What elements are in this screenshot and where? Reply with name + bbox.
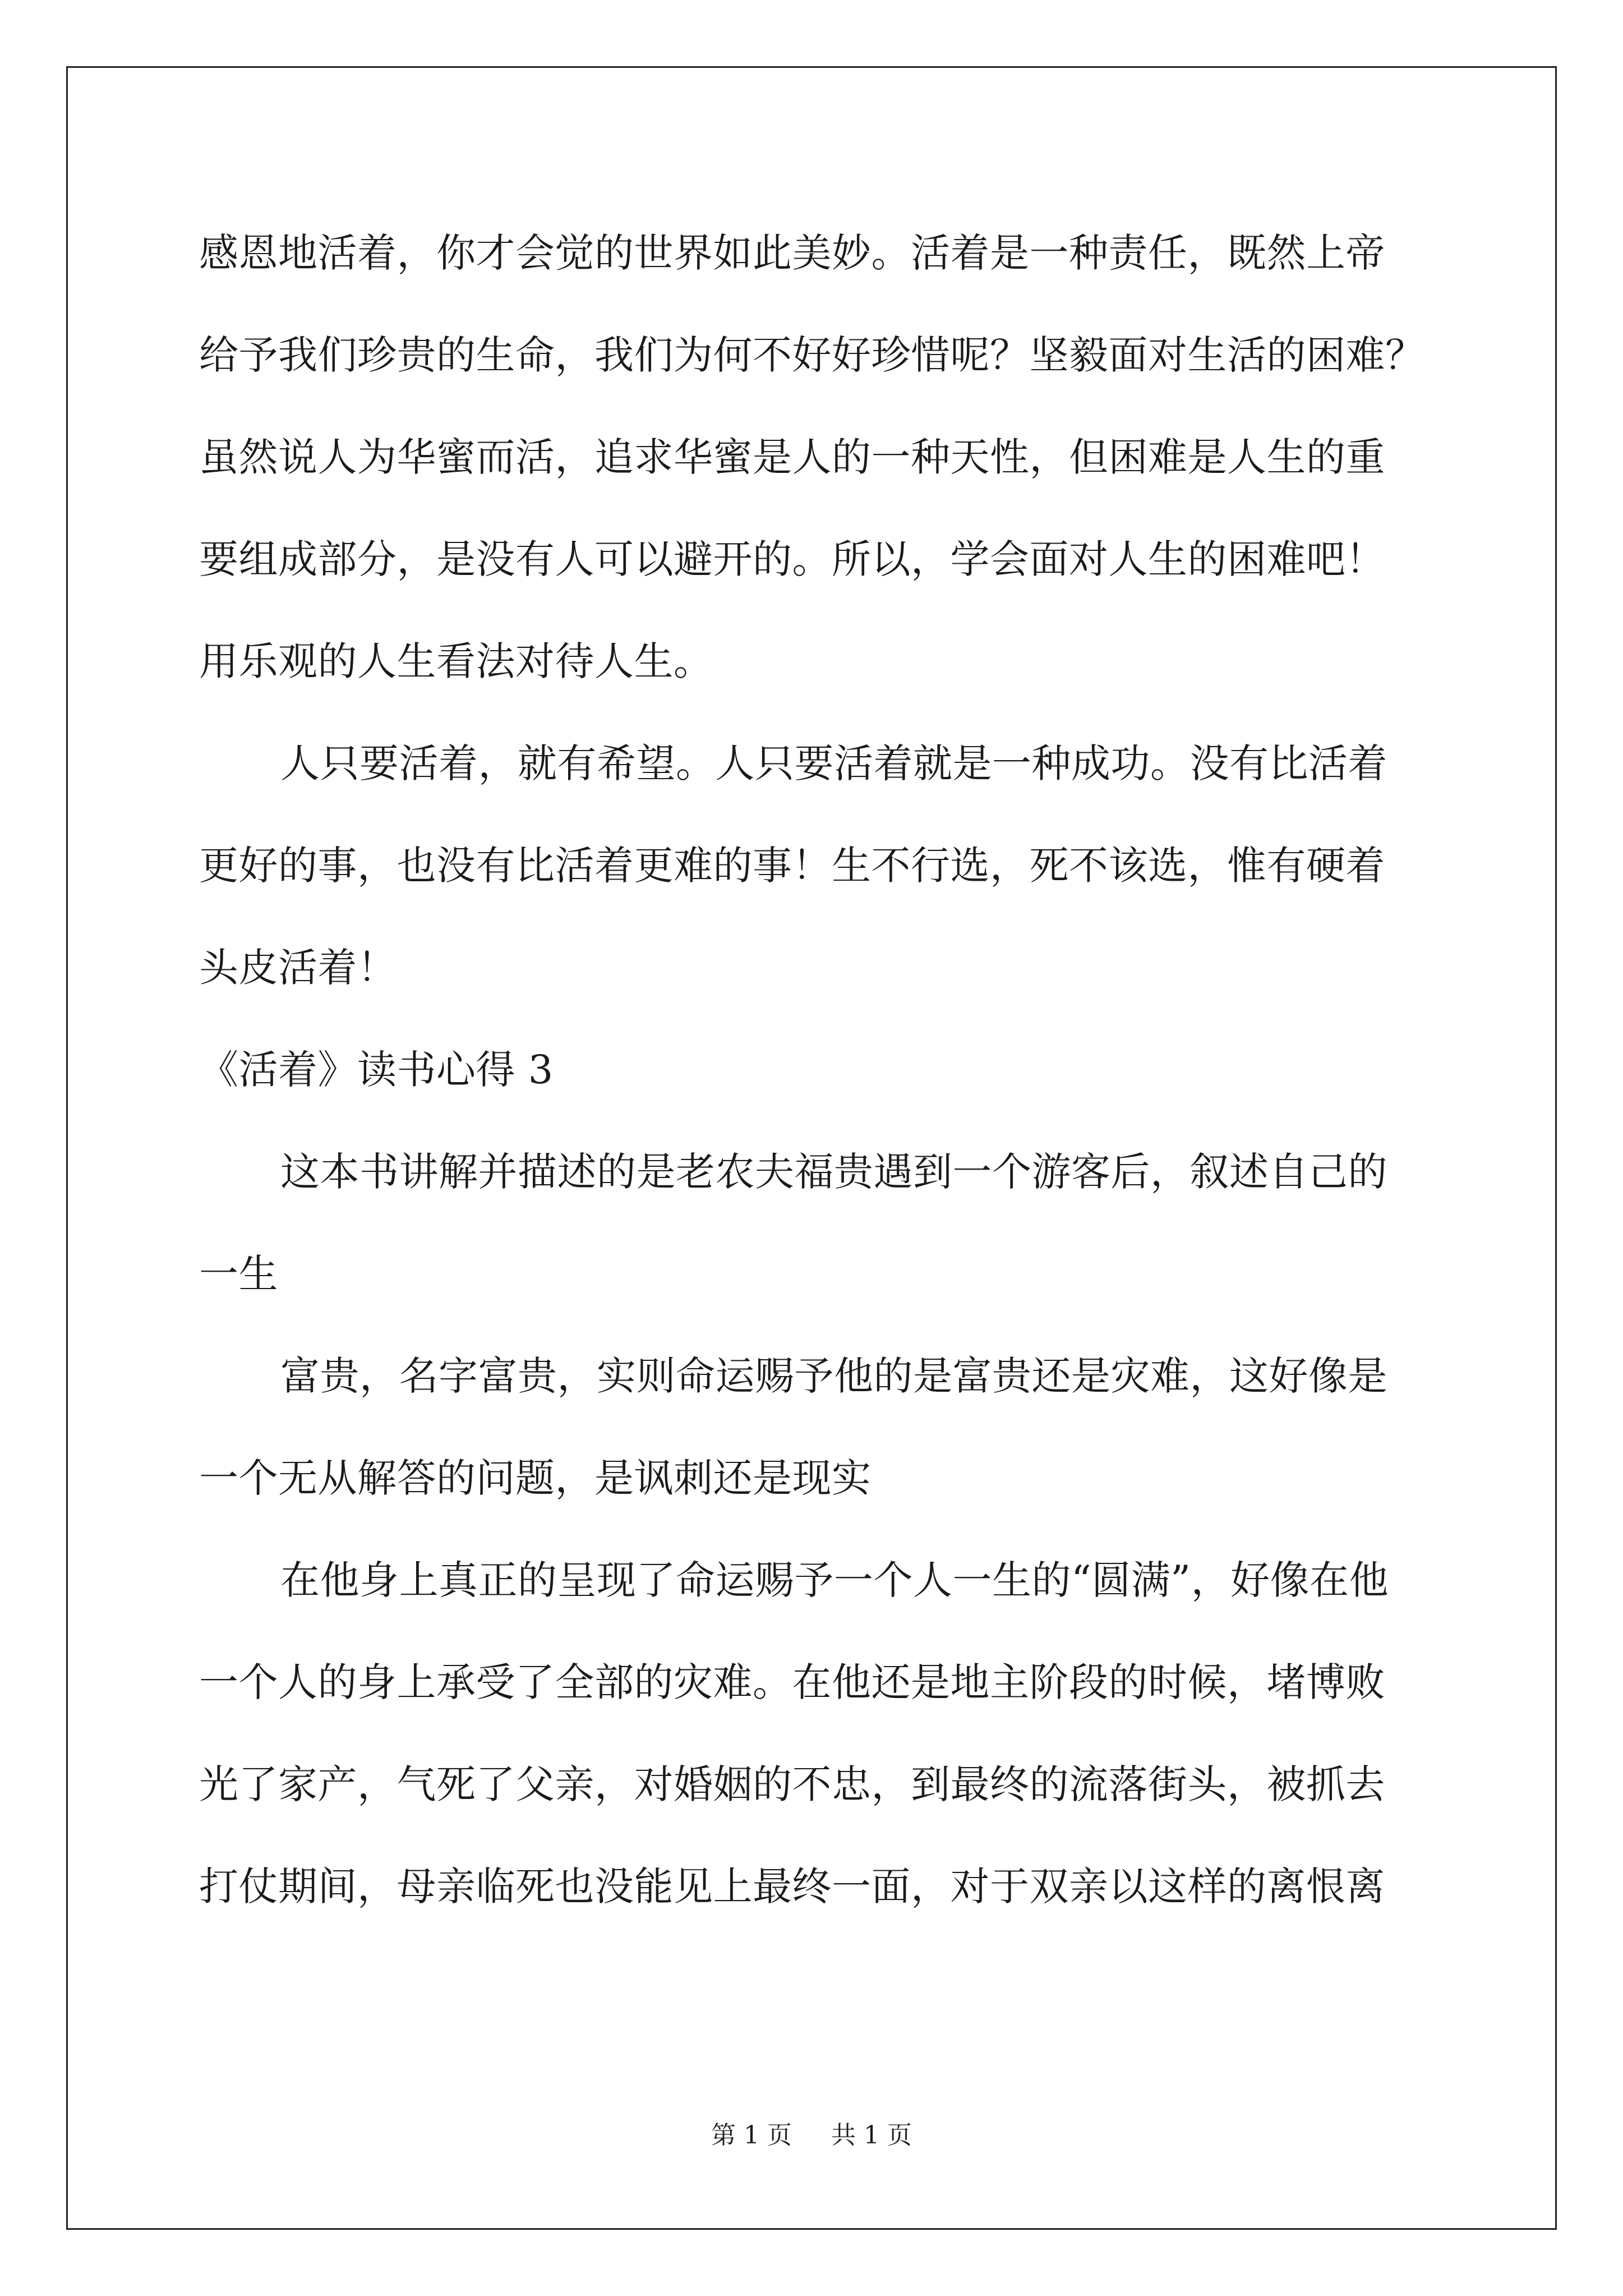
text-line-10: 这本书讲解并描述的是老农夫福贵遇到一个游客后，叙述自己的 bbox=[280, 1149, 1387, 1195]
text-line-17: 打仗期间，母亲临死也没能见上最终一面，对于双亲以这样的离恨离 bbox=[199, 1864, 1385, 1910]
text-line-12: 富贵，名字富贵，实则命运赐予他的是富贵还是灾难，这好像是 bbox=[280, 1353, 1387, 1399]
page-total: 共 1 页 bbox=[831, 2121, 912, 2150]
text-line-8: 头皮活着！ bbox=[199, 945, 397, 991]
text-line-13: 一个无从解答的问题，是讽刺还是现实 bbox=[199, 1455, 872, 1501]
text-line-2: 给予我们珍贵的生命，我们为何不好好珍惜呢？坚毅面对生活的困难？ bbox=[199, 332, 1425, 378]
text-line-7: 更好的事，也没有比活着更难的事！生不行选，死不该选，惟有硬着 bbox=[199, 843, 1385, 889]
text-line-14: 在他身上真正的呈现了命运赐予一个人一生的“圆满”，好像在他 bbox=[280, 1557, 1389, 1603]
text-line-16: 光了家产，气死了父亲，对婚姻的不忠，到最终的流落街头，被抓去 bbox=[199, 1761, 1385, 1807]
text-line-5: 用乐观的人生看法对待人生。 bbox=[199, 638, 713, 684]
text-line-4: 要组成部分，是没有人可以避开的。所以，学会面对人生的困难吧！ bbox=[199, 536, 1385, 582]
text-line-3: 虽然说人为华蜜而活，追求华蜜是人的一种天性，但困难是人生的重 bbox=[199, 434, 1385, 480]
text-line-1: 感恩地活着，你才会觉的世界如此美妙。活着是一种责任，既然上帝 bbox=[199, 230, 1385, 276]
page-footer bbox=[0, 2115, 1623, 2151]
document-body bbox=[199, 202, 1427, 1938]
page-number: 第 1 页 bbox=[711, 2121, 792, 2150]
text-line-15: 一个人的身上承受了全部的灾难。在他还是地主阶段的时候，堵博败 bbox=[199, 1659, 1385, 1705]
text-line-11: 一生 bbox=[199, 1251, 278, 1297]
text-line-6: 人只要活着，就有希望。人只要活着就是一种成功。没有比活着 bbox=[280, 740, 1387, 786]
section-heading: 《活着》读书心得 3 bbox=[199, 1047, 554, 1093]
